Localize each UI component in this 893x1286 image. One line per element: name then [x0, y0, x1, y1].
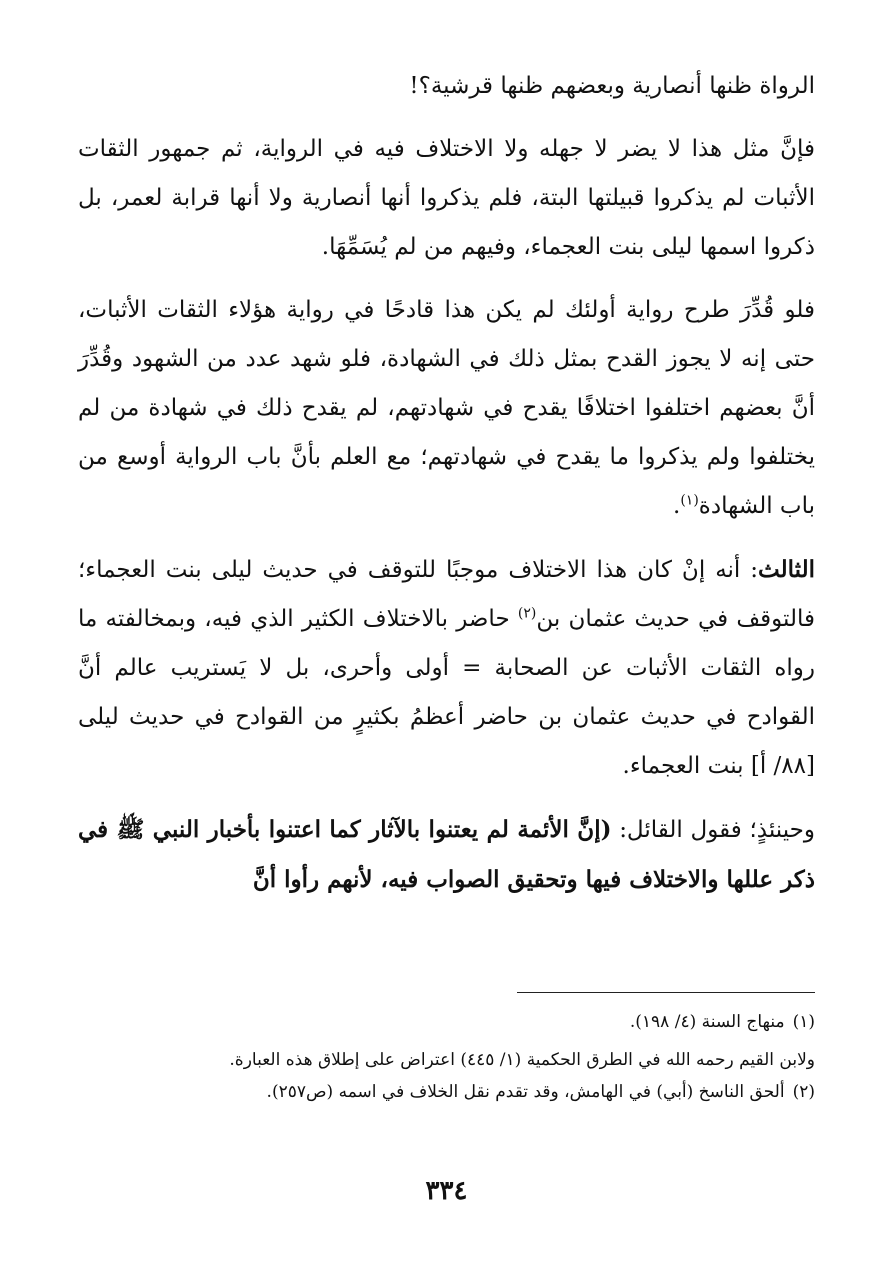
main-text	[78, 62, 815, 905]
page-number: ٣٣٤	[425, 1176, 468, 1206]
paragraph-3	[78, 545, 815, 791]
footnote-1-text: منهاج السنة (٤/ ١٩٨).	[629, 1012, 785, 1032]
continuation-line: الرواة ظنها أنصارية وبعضهم ظنها قرشية؟!	[409, 73, 815, 99]
footnote-separator	[517, 992, 815, 993]
paragraph-3-text-a: : أنه إنْ كان هذا الاختلاف موجبًا للتوقف في حديث ليلى بنت العجماء؛ فالتوقف في حديث عثمان بن	[78, 557, 816, 632]
footnote-1-continuation-text: ولابن القيم رحمه الله في الطرق الحكمية (١/ ٤٤٥) اعتراض على إطلاق هذه العبارة.	[229, 1050, 815, 1070]
paragraph-1	[78, 125, 815, 272]
paragraph-4-quote: (إنَّ الأئمة لم يعتنوا بالآثار كما اعتنوا بأخبار النبي ﷺ في ذكر عللها والاختلاف فيها وتحقيق الصواب فيه، لأنهم رأوا أنَّ	[78, 816, 815, 893]
paragraph-2-text: فلو قُدِّرَ طرح رواية أولئك لم يكن هذا قادحًا في رواية هؤلاء الثقات الأثبات، حتى إنه لا يجوز القدح بمثل ذلك في الشهادة، فلو شهد عدد من الشهود وقُدِّرَ أنَّ بعضهم اختلفوا اختلافًا يقدح في شهادتهم، لم يقدح ذلك في شهادة من لم يختلفوا ولم يذكروا ما يقدح في شهادتهم؛ مع العلم بأنَّ باب الرواية أوسع من باب الشهادة	[78, 297, 815, 519]
paragraph-continuation	[78, 62, 815, 111]
paragraph-4-text: وحينئذٍ؛ فقول القائل:	[611, 817, 815, 843]
footnotes	[78, 1006, 815, 1114]
footnote-ref-2[interactable]: (٢)	[517, 605, 537, 622]
footnote-1	[78, 1006, 815, 1038]
paragraph-2-period: .	[673, 493, 681, 519]
footnote-2	[78, 1076, 815, 1108]
footnote-2-text: ألحق الناسخ (أبي) في الهامش، وقد تقدم نقل الخلاف في اسمه (ص٢٥٧).	[266, 1082, 785, 1102]
footnote-2-number: (٢)	[792, 1082, 815, 1102]
footnote-1-number: (١)	[792, 1012, 815, 1032]
paragraph-4	[78, 805, 815, 905]
paragraph-3-lead: الثالث	[758, 556, 815, 583]
footnote-ref-1[interactable]: (١)	[680, 492, 699, 509]
paragraph-3-text-b: حاضر بالاختلاف الكثير الذي فيه، وبمخالفته ما رواه الثقات الأثبات عن الصحابة = أولى وأحرى، بل لا يَستريب عالم أنَّ القوادح في حديث عثمان بن حاضر أعظمُ بكثيرٍ من القوادح في حديث ليلى [٨٨/ أ] بنت العجماء.	[78, 606, 815, 779]
footnote-1-continuation	[78, 1044, 815, 1076]
paragraph-1-text: فإنَّ مثل هذا لا يضر لا جهله ولا الاختلاف فيه في الرواية، ثم جمهور الثقات الأثبات لم يذكروا قبيلتها البتة، فلم يذكروا أنها أنصارية ولا أنها قرابة لعمر، بل ذكروا اسمها ليلى بنت العجماء، وفيهم من لم يُسَمِّهَا.	[78, 136, 815, 260]
paragraph-2	[78, 286, 815, 531]
